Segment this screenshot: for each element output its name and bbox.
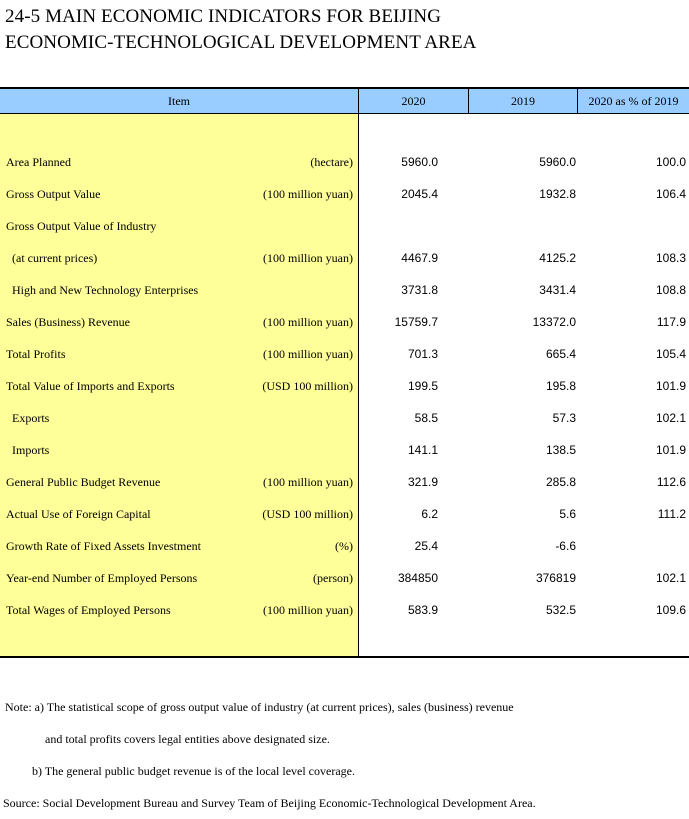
value-2019: 376819 [535, 571, 576, 585]
table-bottom-rule [0, 656, 689, 658]
indicators-table [0, 87, 689, 659]
row-unit: (%) [335, 539, 353, 553]
table-row [0, 242, 689, 274]
value-2019: 3431.4 [539, 283, 576, 297]
row-unit: (100 million yuan) [263, 187, 353, 201]
source-note: Source: Social Development Bureau and Survey Team of Beijing Economic-Technological Development Area. [3, 796, 536, 810]
value-2020: 25.4 [414, 539, 438, 553]
row-unit: (hectare) [310, 155, 353, 169]
header-2019: 2019 [469, 89, 578, 114]
row-item-name: Exports [12, 411, 50, 425]
value-2019: 532.5 [545, 603, 576, 617]
table-row [0, 274, 689, 306]
note-line-1: Note: a) The statistical scope of gross output value of industry (at current prices), sales (business) revenue [5, 700, 514, 714]
value-2020: 6.2 [421, 507, 438, 521]
percent-of-2019: 117.9 [656, 315, 686, 329]
table-row [0, 402, 689, 434]
row-item-name: Imports [12, 443, 50, 457]
table-row [0, 146, 689, 178]
row-item-name: Year-end Number of Employed Persons [6, 571, 198, 585]
value-2020: 321.9 [407, 475, 438, 489]
percent-of-2019: 100.0 [655, 155, 686, 169]
percent-of-2019: 101.9 [655, 443, 686, 457]
table-row [0, 306, 689, 338]
value-2020: 5960.0 [401, 155, 438, 169]
table-row [0, 210, 689, 242]
table-row [0, 370, 689, 402]
value-2019: 5.6 [559, 507, 576, 521]
value-2019: 1932.8 [539, 187, 576, 201]
header-2020: 2020 [359, 89, 469, 114]
value-2019: 5960.0 [539, 155, 576, 169]
table-row [0, 178, 689, 210]
table-row [0, 594, 689, 626]
row-unit: (USD 100 million) [262, 507, 353, 521]
row-item-name: High and New Technology Enterprises [12, 283, 199, 297]
row-item-name: (at current prices) [12, 251, 98, 265]
row-item-name: Total Profits [6, 347, 66, 361]
percent-of-2019: 108.8 [655, 283, 686, 297]
table-row [0, 530, 689, 562]
percent-of-2019: 109.6 [655, 603, 686, 617]
value-2020: 4467.9 [401, 251, 438, 265]
value-2020: 141.1 [407, 443, 438, 457]
percent-of-2019: 108.3 [655, 251, 686, 265]
value-2019: -6.6 [555, 539, 576, 553]
page-title [5, 4, 477, 56]
row-unit: (100 million yuan) [263, 603, 353, 617]
percent-of-2019: 111.2 [657, 507, 686, 521]
table-row [0, 562, 689, 594]
title-line-2: ECONOMIC-TECHNOLOGICAL DEVELOPMENT AREA [5, 32, 477, 53]
row-unit: (person) [313, 571, 353, 585]
value-2020: 15759.7 [394, 315, 438, 329]
table-row [0, 338, 689, 370]
header-pct: 2020 as % of 2019 [588, 94, 679, 108]
percent-of-2019: 102.1 [655, 411, 686, 425]
percent-of-2019: 112.6 [656, 475, 686, 489]
row-item-name: Total Value of Imports and Exports [6, 379, 175, 393]
percent-of-2019: 105.4 [655, 347, 686, 361]
row-unit: (100 million yuan) [263, 475, 353, 489]
value-2020: 199.5 [407, 379, 438, 393]
header-item: Item [0, 89, 359, 114]
row-item-name: General Public Budget Revenue [6, 475, 161, 489]
value-2020: 583.9 [407, 603, 438, 617]
row-item-name: Growth Rate of Fixed Assets Investment [6, 539, 201, 553]
percent-of-2019: 102.1 [655, 571, 686, 585]
table-row [0, 498, 689, 530]
row-item-name: Gross Output Value [6, 187, 101, 201]
row-unit: (100 million yuan) [263, 315, 353, 329]
percent-of-2019: 101.9 [655, 379, 686, 393]
value-2020: 384850 [397, 571, 438, 585]
row-unit: (USD 100 million) [262, 379, 353, 393]
note-line-2: and total profits covers legal entities above designated size. [45, 732, 330, 746]
note-line-3: b) The general public budget revenue is of the local level coverage. [32, 764, 355, 778]
row-unit: (100 million yuan) [263, 251, 353, 265]
table-row [0, 434, 689, 466]
value-2019: 13372.0 [532, 315, 576, 329]
row-item-name: Gross Output Value of Industry [6, 219, 157, 233]
title-line-1: 24-5 MAIN ECONOMIC INDICATORS FOR BEIJING [5, 6, 442, 27]
row-unit: (100 million yuan) [263, 347, 353, 361]
row-item-name: Actual Use of Foreign Capital [6, 507, 151, 521]
value-2019: 665.4 [545, 347, 576, 361]
value-2019: 195.8 [545, 379, 576, 393]
table-row [0, 466, 689, 498]
percent-of-2019: 106.4 [655, 187, 686, 201]
value-2020: 701.3 [407, 347, 438, 361]
value-2019: 4125.2 [539, 251, 576, 265]
value-2020: 3731.8 [401, 283, 438, 297]
value-2020: 2045.4 [401, 187, 438, 201]
value-2020: 58.5 [414, 411, 438, 425]
row-item-name: Area Planned [6, 155, 71, 169]
value-2019: 138.5 [545, 443, 576, 457]
table-header [0, 87, 689, 114]
row-item-name: Sales (Business) Revenue [6, 315, 130, 329]
value-2019: 57.3 [552, 411, 576, 425]
value-2019: 285.8 [545, 475, 576, 489]
row-item-name: Total Wages of Employed Persons [6, 603, 171, 617]
